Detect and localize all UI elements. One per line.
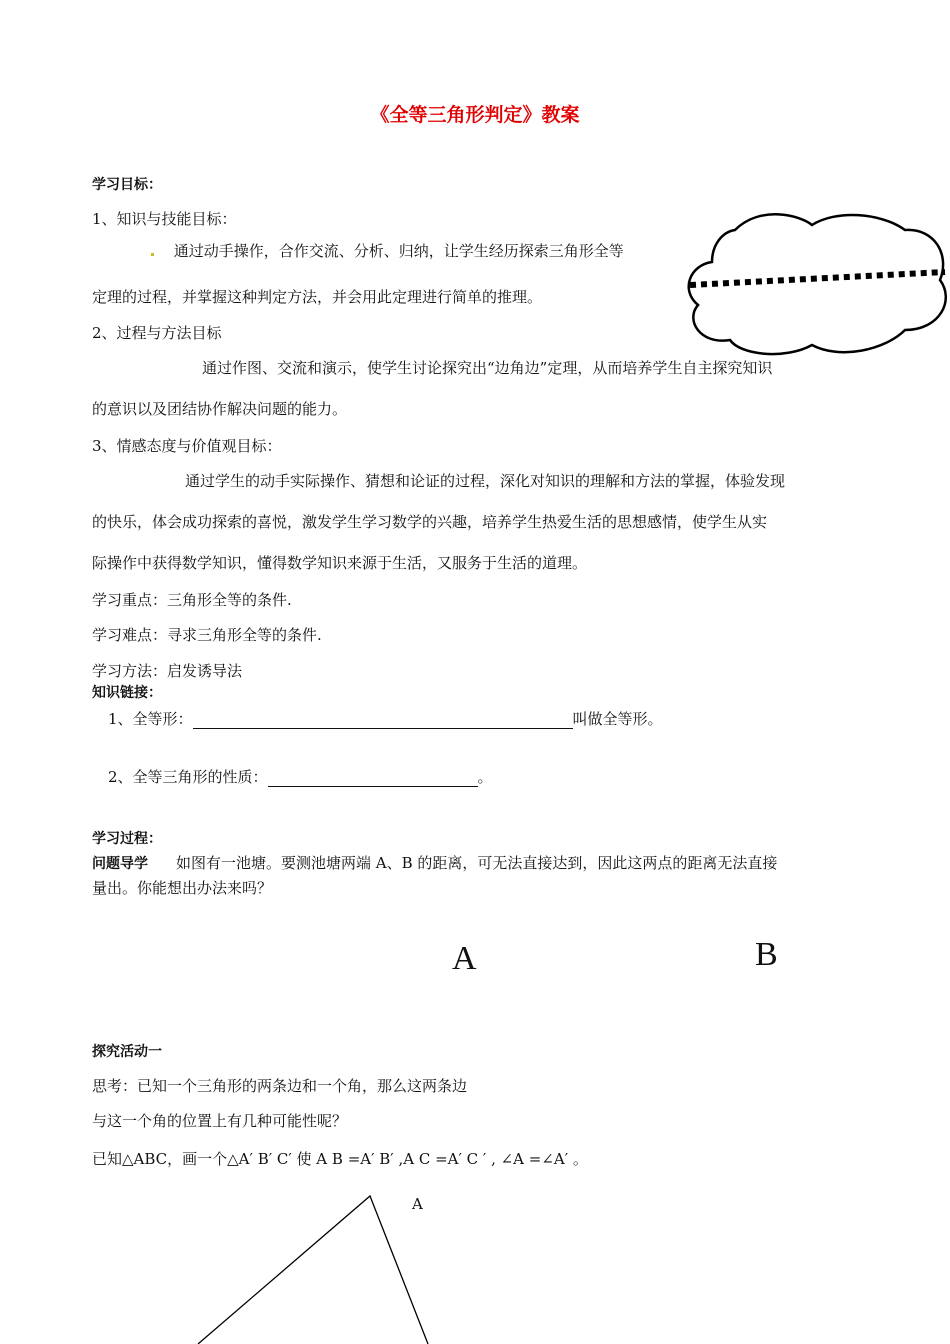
link-item-1 xyxy=(108,708,663,729)
activity-line-2: 与这一个角的位置上有几种可能性呢？ xyxy=(92,1112,348,1130)
fill-blank-1[interactable] xyxy=(193,712,573,729)
learning-method: 学习方法：启发诱导法 xyxy=(92,662,243,680)
learning-focus: 学习重点：三角形全等的条件. xyxy=(92,591,292,609)
objective-1-heading: 1、知识与技能目标： xyxy=(92,210,237,228)
pond-dotted-line xyxy=(690,272,945,285)
guide-label: 问题导学 xyxy=(92,856,148,872)
triangle-edges xyxy=(198,1196,428,1344)
link-item-2-suffix: 。 xyxy=(477,768,493,786)
triangle-vertex-label: A xyxy=(412,1195,423,1213)
link-item-2 xyxy=(108,766,493,787)
objective-2-line-2: 的意识以及团结协作解决问题的能力。 xyxy=(92,400,348,418)
objectives-heading: 学习目标： xyxy=(92,177,162,193)
activity-heading: 探究活动一 xyxy=(92,1044,162,1060)
objective-1-text: 通过动手操作，合作交流、分析、归纳，让学生经历探索三角形全等 xyxy=(173,242,624,260)
objective-3-line-1: 通过学生的动手实际操作、猜想和论证的过程，深化对知识的理解和方法的掌握，体验发现 xyxy=(185,472,786,490)
objective-1-line-2: 定理的过程，并掌握这种判定方法，并会用此定理进行简单的推理。 xyxy=(92,288,543,306)
pond-point-a: A xyxy=(452,940,477,977)
link-item-2-prefix: 2、全等三角形的性质： xyxy=(108,768,268,786)
fill-blank-2[interactable] xyxy=(268,770,478,787)
knowledge-links-heading: 知识链接： xyxy=(92,685,162,701)
link-item-1-suffix: 叫做全等形。 xyxy=(572,710,663,728)
process-heading: 学习过程： xyxy=(92,831,162,847)
guide-line-1 xyxy=(92,852,777,873)
objective-3-heading: 3、情感态度与价值观目标： xyxy=(92,437,282,455)
guide-text: 如图有一池塘。要测池塘两端 A、B 的距离，可无法直接达到，因此这两点的距离无法直接 xyxy=(176,854,778,872)
marker-dot xyxy=(151,253,154,256)
objective-1-line-1 xyxy=(150,240,624,261)
pond-outline xyxy=(689,214,946,354)
objective-2-heading: 2、过程与方法目标 xyxy=(92,324,222,342)
objective-3-line-2: 的快乐，体会成功探索的喜悦，激发学生学习数学的兴趣，培养学生热爱生活的思想感情，使学生从实 xyxy=(92,513,768,531)
objective-2-line-1: 通过作图、交流和演示，使学生讨论探究出“边角边”定理，从而培养学生自主探究知识 xyxy=(202,359,773,377)
learning-difficulty: 学习难点：寻求三角形全等的条件. xyxy=(92,626,322,644)
document-title: 《全等三角形判定》教案 xyxy=(370,104,580,126)
objective-3-line-3: 际操作中获得数学知识，懂得数学知识来源于生活，又服务于生活的道理。 xyxy=(92,554,588,572)
pond-point-b: B xyxy=(755,936,778,973)
activity-line-1: 思考：已知一个三角形的两条边和一个角，那么这两条边 xyxy=(92,1077,468,1095)
activity-line-3: 已知△ABC，画一个△A′ B′ C′ 使 A B =A′ B′ ,A C =A′ C ′ , ∠A =∠A′ 。 xyxy=(92,1150,588,1168)
guide-line-2: 量出。你能想出办法来吗？ xyxy=(92,879,273,897)
link-item-1-prefix: 1、全等形： xyxy=(108,710,193,728)
